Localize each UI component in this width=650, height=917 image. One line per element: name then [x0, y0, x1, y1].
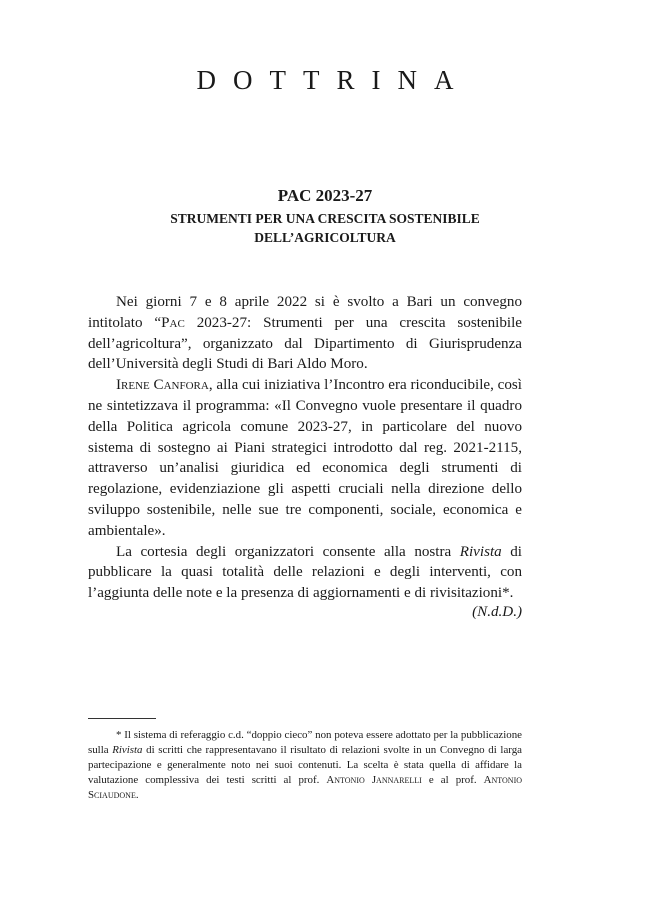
footnote-text-b: di scritti che rappresentavano il risultato di relazioni svolte in un Convegno di larga partecipazione e generalmente noto nei suoi contenuti. La scelta è stata quella di affidare la valutazione complessiva dei testi scritti al prof. [88, 744, 522, 787]
footnote-name-sciaudone: Antonio Sciaudone [88, 774, 523, 802]
paragraph-2 [88, 375, 522, 541]
section-header [0, 64, 650, 96]
editorial-signature: (N.d.D.) [472, 604, 522, 620]
footnote-divider [88, 718, 156, 719]
paragraph-3-text-b: di pubblicare la quasi totalità delle relazioni e degli interventi, con l’aggiunta delle note e la presenza di aggiornamenti e di rivisitazioni*. [88, 543, 522, 602]
paragraph-3-rivista: Rivista [459, 543, 502, 560]
article-body [88, 292, 522, 604]
footnote-text-d: . [135, 789, 139, 802]
article-title: PAC 2023-27 [277, 186, 373, 205]
footnote-name-jannarelli: Antonio Jannarelli [326, 774, 422, 787]
author-name-canfora: Irene Canfora [116, 377, 209, 394]
footnote [88, 728, 522, 803]
section-header-text: DOTTRINA [196, 65, 471, 95]
paragraph-3-text-a: La cortesia degli organizzatori consente alla nostra [116, 543, 460, 560]
article-subtitle [80, 209, 570, 247]
footnote-text-c: e al prof. [421, 774, 484, 787]
paragraph-1 [88, 292, 522, 375]
footnote-rivista: Rivista [112, 744, 143, 757]
footnote-text-a: * Il sistema di referaggio c.d. “doppio cieco” non poteva essere adottato per la pubblicazione sulla [88, 729, 522, 757]
paragraph-2-text: , alla cui iniziativa l’Incontro era riconducibile, così ne sintetizzava il programma: «Il Convegno vuole presentare il quadro della Politica agricola comune 2023-27, in particolare del nuovo sistema di sostegno ai Piani strategici introdotto dal reg. 2021-2115, attraverso un’analisi giuridica ed economica degli strumenti di regolazione, evidenziazione gli aspetti cruciali nella direzione dello sviluppo sostenibile, nelle sue tre componenti, sociale, economica e ambientale». [88, 377, 522, 539]
paragraph-1-pac: Pac [161, 314, 185, 331]
paragraph-1-text-b: 2023-27: Strumenti per una crescita sostenibile dell’agricoltura”, organizzato dal Dipartimento di Giurisprudenza dell’Università degli Studi di Bari Aldo Moro. [88, 314, 522, 373]
footnote-paragraph [88, 728, 522, 803]
subtitle-line-2: DELL’AGRICOLTURA [254, 230, 396, 245]
subtitle-line-1: STRUMENTI PER UNA CRESCITA SOSTENIBILE [170, 211, 480, 226]
paragraph-3 [88, 542, 522, 604]
paragraph-1-text-a: Nei giorni 7 e 8 aprile 2022 si è svolto a Bari un convegno intitolato “ [88, 294, 522, 331]
